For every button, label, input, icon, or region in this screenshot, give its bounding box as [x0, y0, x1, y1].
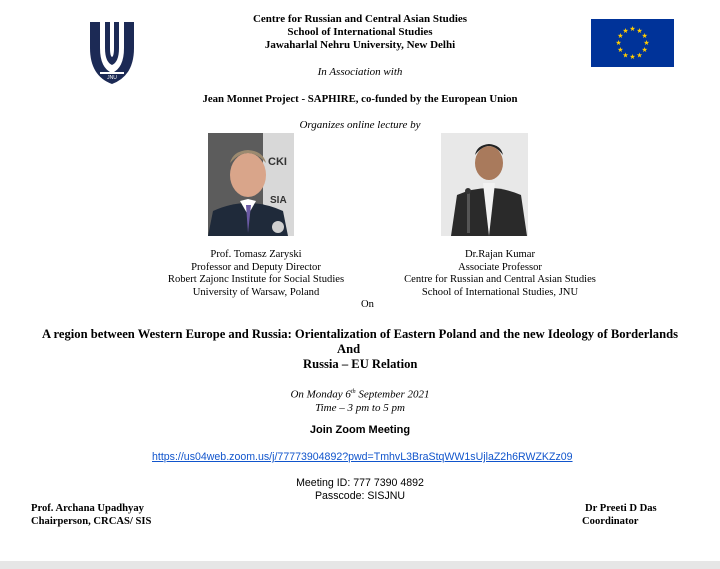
left-signatory-name: Prof. Archana Upadhyay: [31, 503, 144, 514]
svg-text:CKI: CKI: [268, 156, 287, 168]
schedule: [220, 386, 500, 416]
speaker2-school: School of International Studies, JNU: [421, 286, 579, 298]
speaker1-title: Professor and Deputy Director: [191, 261, 321, 273]
join-zoom-heading: Join Zoom Meeting: [309, 424, 411, 436]
eu-star-icon: ★: [636, 51, 643, 60]
logo-caption: JNU: [107, 75, 117, 81]
speaker2-photo: [441, 133, 528, 236]
eu-star-icon: ★: [641, 32, 648, 41]
lecture-title-2: Russia – EU Relation: [303, 356, 418, 371]
header-line-3: Jawaharlal Nehru University, New Delhi: [264, 39, 456, 51]
eu-flag: [591, 19, 674, 67]
header: [180, 13, 540, 52]
jnu-logo: [86, 18, 138, 88]
speaker1-institute: Robert Zajonc Institute for Social Studies: [167, 274, 345, 286]
speaker2-details: [375, 249, 625, 299]
schedule-time: Time – 3 pm to 5 pm: [315, 402, 405, 415]
eu-star-icon: ★: [641, 46, 648, 55]
passcode: Passcode: SISJNU: [314, 490, 406, 502]
left-signatory-role: Chairperson, CRCAS/ SIS: [31, 515, 152, 527]
eu-star-icon: ★: [617, 32, 624, 41]
speaker1-university: University of Warsaw, Poland: [192, 286, 320, 298]
left-signature: [31, 503, 151, 528]
header-line-1: Centre for Russian and Central Asian Studies: [252, 13, 468, 25]
bottom-bar: [0, 561, 720, 569]
eu-star-icon: ★: [636, 27, 643, 36]
lecture-and: And: [337, 341, 361, 356]
header-line-2: School of International Studies: [287, 26, 433, 38]
lecture-title-1: A region between Western Europe and Russia: Orientalization of Eastern Poland and the new Ideology of Borderlands: [41, 327, 678, 341]
eu-star-icon: ★: [615, 39, 622, 48]
organizes-text: Organizes online lecture by: [299, 119, 421, 131]
meeting-id: Meeting ID: 777 7390 4892: [296, 477, 424, 489]
eu-star-icon: ★: [629, 53, 636, 62]
meeting-credentials: [220, 477, 500, 503]
eu-star-icon: ★: [622, 51, 629, 60]
zoom-meeting-link[interactable]: https://us04web.zoom.us/j/77773904892?pwd=TmhvL3BraStqWW1sUjlaZ2h6RWZKZz09: [152, 451, 573, 463]
schedule-date: On Monday 6th September 2021: [290, 388, 430, 401]
svg-text:SIA: SIA: [270, 195, 287, 206]
speaker2-title: Associate Professor: [458, 261, 542, 273]
eu-star-icon: ★: [643, 39, 650, 48]
association-text: In Association with: [317, 66, 403, 78]
lecture-title: [8, 327, 712, 371]
speaker2-name: Dr.Rajan Kumar: [464, 249, 536, 260]
project-text: Jean Monnet Project - SAPHIRE, co-funded by the European Union: [202, 93, 518, 105]
on-text: On: [361, 299, 374, 310]
eu-star-icon: ★: [622, 27, 629, 36]
eu-star-icon: ★: [629, 25, 636, 34]
right-signatory-name: Dr Preeti D Das: [585, 503, 657, 514]
speaker1-name: Prof. Tomasz Zaryski: [210, 249, 302, 260]
right-signature: [582, 503, 657, 528]
speaker1-details: [150, 249, 362, 299]
speaker2-centre: Centre for Russian and Central Asian Studies: [404, 274, 596, 286]
eu-star-icon: ★: [617, 46, 624, 55]
speaker1-photo: [208, 133, 294, 236]
right-signatory-role: Coordinator: [582, 515, 639, 527]
